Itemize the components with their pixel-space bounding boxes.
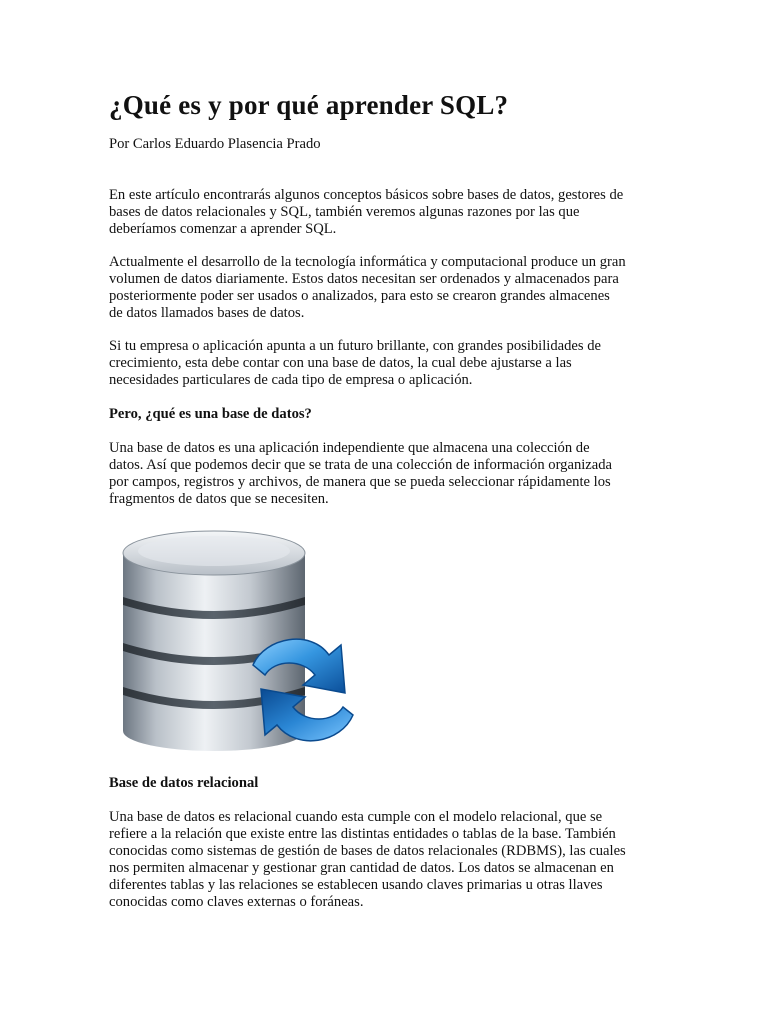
paragraph-line: datos. Así que podemos decir que se trata de una colección de información organizada <box>109 457 613 473</box>
paragraph-relational <box>109 809 626 911</box>
paragraph-tech <box>109 254 626 322</box>
section-heading-what-is-db: Pero, ¿qué es una base de datos? <box>109 406 312 422</box>
paragraph-line: Si tu empresa o aplicación apunta a un futuro brillante, con grandes posibilidades de <box>109 338 601 354</box>
paragraph-line: posteriormente poder ser usados o analizados, para esto se crearon grandes almacenes <box>109 288 610 304</box>
paragraph-line: bases de datos relacionales y SQL, también veremos algunas razones por las que <box>109 204 580 220</box>
paragraph-line: conocidas como sistemas de gestión de bases de datos relacionales (RDBMS), las cuales <box>109 843 626 859</box>
paragraph-line: necesidades particulares de cada tipo de empresa o aplicación. <box>109 372 473 388</box>
document-title: ¿Qué es y por qué aprender SQL? <box>109 90 509 120</box>
paragraph-line: Una base de datos es relacional cuando esta cumple con el modelo relacional, que se <box>109 809 603 825</box>
author-line: Por Carlos Eduardo Plasencia Prado <box>109 136 321 152</box>
paragraph-business <box>109 338 601 389</box>
paragraph-line: crecimiento, esta debe contar con una base de datos, la cual debe ajustarse a las <box>109 355 572 371</box>
paragraph-line: por campos, registros y archivos, de manera que se pueda seleccionar rápidamente los <box>109 474 611 490</box>
paragraph-intro <box>109 187 623 238</box>
paragraph-line: de datos llamados bases de datos. <box>109 305 305 321</box>
database-sync-icon <box>115 525 365 755</box>
paragraph-line: refiere a la relación que existe entre las distintas entidades o tablas de la base. También <box>109 826 616 842</box>
paragraph-line: Una base de datos es una aplicación independiente que almacena una colección de <box>109 440 590 456</box>
paragraph-line: diferentes tablas y las relaciones se establecen usando claves primarias u otras llaves <box>109 877 603 893</box>
paragraph-line: conocidas como claves externas o foráneas. <box>109 894 364 910</box>
paragraph-line: En este artículo encontrarás algunos conceptos básicos sobre bases de datos, gestores de <box>109 187 624 203</box>
paragraph-line: deberíamos comenzar a aprender SQL. <box>109 221 337 237</box>
paragraph-line: Actualmente el desarrollo de la tecnología informática y computacional produce un gran <box>109 254 626 270</box>
paragraph-line: volumen de datos diariamente. Estos datos necesitan ser ordenados y almacenados para <box>109 271 619 287</box>
paragraph-definition <box>109 440 612 508</box>
paragraph-line: fragmentos de datos que se necesiten. <box>109 491 329 507</box>
paragraph-line: nos permiten almacenar y gestionar gran cantidad de datos. Los datos se almacenan en <box>109 860 614 876</box>
section-heading-relational-db: Base de datos relacional <box>109 775 259 791</box>
